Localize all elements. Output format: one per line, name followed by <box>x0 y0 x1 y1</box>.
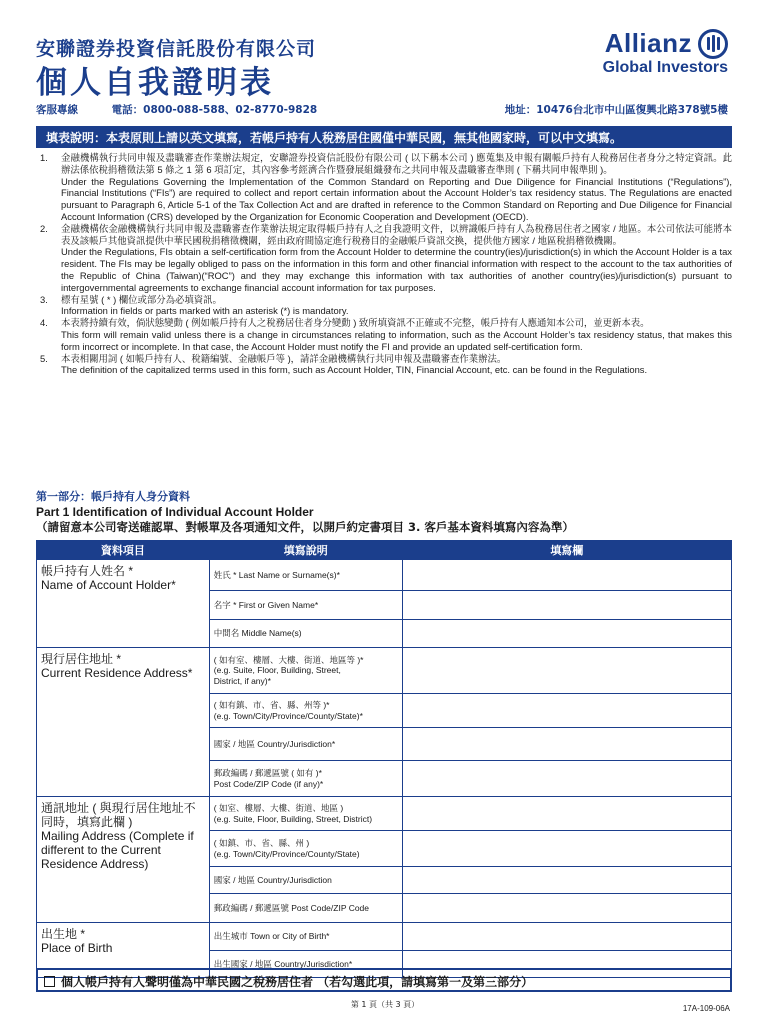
header-description: 填寫說明 <box>209 541 402 560</box>
instruction-en: Under the Regulations Governing the Implementation of the Common Standard on Reporting and Due Diligence for Financial Institutions (“Regulations”), Financial Institutions (“FIs”) are required to collect and report certain information about the Account Holder’s tax residency status. The Regulations are enacted pursuant to Paragraph 6, Article 5-1 of the Tax Collection Act and are drafted in reference to the Common Standard on Reporting and Due Diligence for Financial Account Information (CRS) developed by the Organization for Economic Cooperation and Development (OECD). <box>61 175 732 222</box>
allianz-eagle-icon <box>698 29 728 59</box>
instruction-en: Information in fields or parts marked with an asterisk (*) is mandatory. <box>61 305 349 317</box>
office-address: 地址：10476台北市中山區復興北路378號5樓 <box>504 104 728 116</box>
instruction-item: 3. 標有星號 ( * ) 欄位或部分為必填資訊。 Information in fields or parts marked with an asterisk (*) is mandatory. <box>36 294 732 318</box>
part1-title-en: Part 1 Identification of Individual Account Holder <box>36 505 314 519</box>
identification-table <box>36 540 732 978</box>
instruction-en: This form will remain valid unless there is a change in circumstances relating to information, such as the Account Holder’s tax residency status, that makes this form incorrect or incomplete. In that case, the Account Holder must notify the FI and provide an updated self-certification form. <box>61 328 732 352</box>
instruction-item: 5. 本表相關用詞 ( 如帳戶持有人、稅籍編號、金融帳戶等 )，請詳金融機構執行共同申報及盡職審查作業辦法。 The definition of the capitalized terms used in this form, such as Account Holder, TIN, Financial Account, etc. can be found in the Regulations. <box>36 353 732 377</box>
page-number: 第 1 頁（共 3 頁） <box>350 1000 420 1009</box>
instruction-item: 1. 金融機構執行共同申報及盡職審查作業辦法規定，安聯證券投資信託股份有限公司 ( 以下稱本公司 ) 應蒐集及申報有關帳戶持有人稅務居住者身分之特定資訊。此辦法係依稅捐稽徵法第 5 條之 1 第 6 項訂定，其內容參考經濟合作暨發展組織發布之共同申報及盡職審查準則 ( 下稱共同申報準則 )。 Under the Regulations Governing the Implementation of the Common Standard on Reporting and Due Diligence for Financial Institutions (“Regulations”), Financial Institutions (“FIs”) are required to collect and report certain information about the Account Holder’s tax residency status. The Regulations are enacted pursuant to Paragraph 6, Article 5-1 of the Tax Collection Act and are drafted in reference to the Common Standard on Reporting and Due Diligence for Financial Account Information (CRS) developed by the Organization for Economic Cooperation and Development (OECD). <box>40 152 732 222</box>
instruction-zh: 本表相關用詞 ( 如帳戶持有人、稅籍編號、金融帳戶等 )，請詳金融機構執行共同申報及盡職審查作業辦法。 <box>61 352 507 364</box>
phone-numbers: 電話：0800-088-588、02-8770-9828 <box>111 104 318 116</box>
mailing-country-field[interactable] <box>402 867 731 894</box>
desc-residence-postcode: 郵政編碼 / 郵遞區號 ( 如有 )* Post Code/ZIP Code (if any)* <box>209 761 402 797</box>
residence-country-field[interactable] <box>402 728 731 761</box>
residence-street-field[interactable] <box>402 648 731 694</box>
desc-middle-name: 中間名 Middle Name(s) <box>209 620 402 648</box>
roc-only-checkbox[interactable] <box>44 976 55 987</box>
instruction-zh: 金融機構依金融機構執行共同申報及盡職審查作業辦法規定取得帳戶持有人之自我證明文件，以辨識帳戶持有人為稅務居住者之國家 / 地區。本公司依法可能將本表及該帳戶其他資訊提供中華民國稅捐稽徵機關，經由政府間協定進行稅務目的金融帳戶資訊交換，提供他方國家 / 地區稅捐稽徵機關。 <box>61 222 732 246</box>
birth-city-field[interactable] <box>402 923 731 951</box>
mailing-postcode-field[interactable] <box>402 894 731 923</box>
first-name-field[interactable] <box>402 591 731 620</box>
desc-residence-city: ( 如有鎮、市、省、縣、州等 )* (e.g. Town/City/Province/County/State)* <box>209 694 402 728</box>
company-name: 安聯證券投資信託股份有限公司 <box>36 38 317 60</box>
instruction-zh: 本表將持續有效，倘狀態變動 ( 例如帳戶持有人之稅務居住者身分變動 ) 致所填資訊不正確或不完整，帳戶持有人應通知本公司，並更新本表。 <box>61 317 650 329</box>
form-title: 個人自我證明表 <box>36 65 274 101</box>
desc-mailing-city: ( 如鎮、市、省、縣、州 ) (e.g. Town/City/Province/County/State) <box>209 831 402 867</box>
instruction-item: 4. 本表將持續有效，倘狀態變動 ( 例如帳戶持有人之稅務居住者身分變動 ) 致所填資訊不正確或不完整，帳戶持有人應通知本公司，並更新本表。 This form will remain valid unless there is a change in circumstances relating to information, such as the Account Holder’s tax residency status, that makes this form incorrect or incomplete. In that case, the Account Holder must notify the FI and provide an updated self-certification form. <box>40 317 732 352</box>
residence-city-field[interactable] <box>402 694 731 728</box>
instructions-list <box>36 152 732 376</box>
instruction-zh: 標有星號 ( * ) 欄位或部分為必填資訊。 <box>61 293 222 305</box>
contact-line <box>36 102 347 117</box>
desc-birth-city: 出生城市 Town or City of Birth* <box>209 923 402 951</box>
item-place-of-birth: 出生地 * Place of Birth <box>37 923 210 978</box>
part1-note: （請留意本公司寄送確認單、對帳單及各項通知文件，以開戶約定書項目 3. 客戶基本資料填寫內容為準） <box>36 520 574 534</box>
service-label: 客服專線 <box>36 104 78 116</box>
instruction-item: 2. 金融機構依金融機構執行共同申報及盡職審查作業辦法規定取得帳戶持有人之自我證明文件，以辨識帳戶持有人為稅務居住者之國家 / 地區。本公司依法可能將本表及該帳戶其他資訊提供中華民國稅捐稽徵機關，經由政府間協定進行稅務目的金融帳戶資訊交換，提供他方國家 / 地區稅捐稽徵機關。 Under the Regulations, FIs obtain a self-certification form from the Account Holder to determine the country(ies)/jurisdiction(s) in which the Account Holder is a tax resident. The FIs may be legally obliged to pass on the information in this form and other financial information with respect to the account to the tax authorities of the Republic of China (Taiwan)(“ROC”) and they may exchange this information with tax authorities of another country(ies)/jurisdiction(s) pursuant to intergovernmental agreements to exchange financial account information for tax purposes. <box>40 222 732 293</box>
last-name-field[interactable] <box>402 560 731 591</box>
form-code: 17A-109-06A <box>682 1004 730 1013</box>
desc-last-name: 姓氏 * Last Name or Surname(s)* <box>209 560 402 591</box>
item-mailing-address: 通訊地址 ( 與現行居住地址不同時，填寫此欄 ) Mailing Address (Complete if different to the Current Residence Address) <box>37 797 210 923</box>
desc-mailing-postcode: 郵政編碼 / 郵遞區號 Post Code/ZIP Code <box>209 894 402 923</box>
desc-birth-country: 出生國家 / 地區 Country/Jurisdiction* <box>209 951 402 978</box>
notice-bar: 填表說明：本表原則上請以英文填寫，若帳戶持有人稅務居住國僅中華民國，無其他國家時，可以中文填寫。 <box>36 126 732 148</box>
brand-name: Allianz <box>604 28 692 58</box>
mailing-street-field[interactable] <box>402 797 731 831</box>
item-current-residence-address: 現行居住地址 * Current Residence Address* <box>37 648 210 797</box>
residence-postcode-field[interactable] <box>402 761 731 797</box>
desc-residence-street: ( 如有室、樓層、大樓、街道、地區等 )* (e.g. Suite, Floor, Building, Street, District, if any)* <box>209 648 402 694</box>
brand-subtitle: Global Investors <box>602 59 728 76</box>
header-fill: 填寫欄 <box>402 541 731 560</box>
header-item: 資料項目 <box>37 541 210 560</box>
desc-residence-country: 國家 / 地區 Country/Jurisdiction* <box>209 728 402 761</box>
part1-title-zh: 第一部分：帳戶持有人身分資料 <box>36 490 190 503</box>
desc-mailing-street: ( 如室、樓層、大樓、街道、地區 ) (e.g. Suite, Floor, Building, Street, District) <box>209 797 402 831</box>
middle-name-field[interactable] <box>402 620 731 648</box>
mailing-city-field[interactable] <box>402 831 731 867</box>
declaration-text: 個人帳戶持有人聲明僅為中華民國之稅務居住者 （若勾選此項，請填寫第一及第三部分） <box>61 975 534 989</box>
instruction-zh: 金融機構執行共同申報及盡職審查作業辦法規定，安聯證券投資信託股份有限公司 ( 以下稱本公司 ) 應蒐集及申報有關帳戶持有人稅務居住者身分之特定資訊。此辦法係依稅捐稽徵法第 5 條之 1 第 6 項訂定，其內容參考經濟合作暨發展組織發布之共同申報及盡職審查準則 ( 下稱共同申報準則 )。 <box>61 152 732 175</box>
instruction-en: The definition of the capitalized terms used in this form, such as Account Holder, TIN, Financial Account, etc. can be found in the Regulations. <box>61 364 648 376</box>
desc-mailing-country: 國家 / 地區 Country/Jurisdiction <box>209 867 402 894</box>
desc-first-name: 名字 * First or Given Name* <box>209 591 402 620</box>
instruction-en: Under the Regulations, FIs obtain a self-certification form from the Account Holder to determine the country(ies)/jurisdiction(s) in which the Account Holder is a tax resident. The FIs may be legally obliged to pass on the information in this form and other financial information with respect to the account to the tax authorities of the Republic of China (Taiwan)(“ROC”) and they may exchange this information with tax authorities of another country(ies)/jurisdiction(s) pursuant to intergovernmental agreements to exchange financial account information for tax purposes. <box>61 246 732 293</box>
brand-logo <box>603 28 728 77</box>
item-account-holder-name: 帳戶持有人姓名 * Name of Account Holder* <box>37 560 210 648</box>
roc-only-declaration <box>36 968 732 992</box>
